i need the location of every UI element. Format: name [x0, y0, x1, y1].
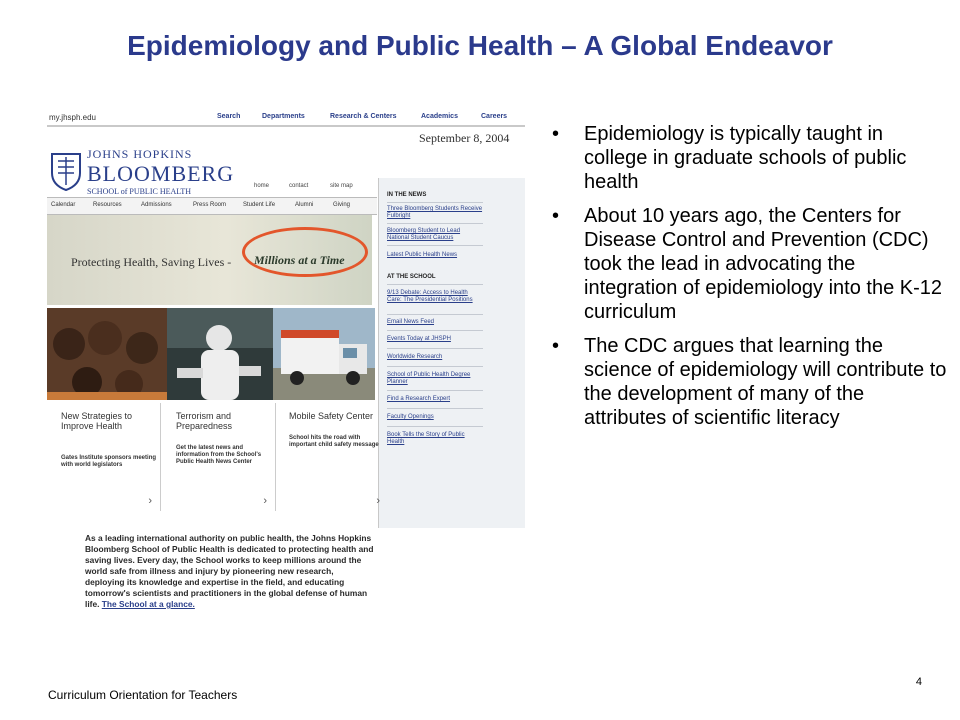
banner-tagline: Protecting Health, Saving Lives - — [71, 255, 232, 269]
sidebar-school-link-4[interactable]: Worldwide Research — [387, 354, 443, 360]
menu-giving[interactable]: Giving — [333, 202, 351, 208]
banner-tagline-emphasis: Millions at a Time — [254, 253, 345, 267]
sidebar-separator — [387, 408, 483, 409]
sidebar-separator — [387, 348, 483, 349]
menu-alumni[interactable]: Alumni — [295, 202, 314, 208]
sidebar-separator — [387, 314, 483, 315]
feature-title-3: Mobile Safety Center — [289, 411, 374, 421]
sidebar-school-link-2[interactable]: Email News Feed — [387, 319, 435, 325]
sidebar-school-heading: AT THE SCHOOL — [387, 274, 436, 280]
site-home-link[interactable]: home — [254, 183, 270, 189]
site-nav-careers[interactable]: Careers — [481, 113, 508, 120]
site-sidebar — [378, 178, 525, 528]
bullet-item: • The CDC argues that learning the science of epidemiology will contribute to the development of many of the attributes of scientific literacy — [548, 334, 948, 430]
logo-line-3: SCHOOL of PUBLIC HEALTH — [87, 187, 192, 196]
sidebar-school-link-1[interactable]: 9/13 Debate: Access to Health Care: The Presidential Positions — [387, 290, 473, 303]
sidebar-separator — [387, 284, 483, 285]
children-photo — [47, 308, 167, 400]
site-nav-research[interactable]: Research & Centers — [330, 113, 397, 120]
menu-press-room[interactable]: Press Room — [193, 202, 227, 208]
sidebar-separator — [387, 330, 483, 331]
bullet-list — [548, 122, 948, 440]
sidebar-separator — [387, 223, 483, 224]
school-at-a-glance-link[interactable]: The School at a glance. — [101, 599, 195, 609]
slide-footer: Curriculum Orientation for Teachers — [48, 688, 238, 702]
sidebar-separator — [387, 366, 483, 367]
site-sitemap-link[interactable]: site map — [330, 183, 353, 189]
chevron-right-icon[interactable]: › — [148, 495, 152, 507]
site-intro-text: As a leading international authority on public health, the Johns Hopkins Bloomberg School of Public Health is dedicated to protecting health and saving lives. Every day, the School works to keep millions around the world safe from illness and injury by pioneering new research, deploying its knowledge and expertise in the field, and educating tomorrow's scientists and practitioners in the global defense of human life. — [85, 533, 374, 609]
chevron-right-icon[interactable]: › — [263, 495, 267, 507]
feature-column-1[interactable] — [55, 403, 161, 511]
sidebar-news-link-2[interactable]: Bloomberg Student to Lead National Student Caucus — [387, 228, 461, 241]
site-menu — [47, 197, 377, 215]
site-photo-strip — [47, 308, 375, 400]
feature-text-3: School hits the road with important child safety message — [289, 435, 379, 448]
site-url: my.jhsph.edu — [49, 113, 96, 122]
university-seal-icon — [49, 151, 83, 191]
logo-line-2: BLOOMBERG — [87, 161, 235, 186]
sidebar-separator — [387, 426, 483, 427]
site-topbar — [47, 111, 525, 125]
highlight-circle — [242, 227, 368, 277]
sidebar-separator — [387, 245, 483, 246]
menu-student-life[interactable]: Student Life — [243, 202, 276, 208]
sidebar-news-heading: IN THE NEWS — [387, 192, 427, 198]
sidebar-school-link-3[interactable]: Events Today at JHSPH — [387, 336, 451, 342]
site-nav-departments[interactable]: Departments — [262, 113, 305, 120]
feature-title-2: Terrorism and Preparedness — [176, 411, 233, 431]
sidebar-school-link-8[interactable]: Book Tells the Story of Public Health — [387, 432, 465, 445]
feature-title-1: New Strategies to Improve Health — [61, 411, 133, 431]
feature-text-1: Gates Institute sponsors meeting with world legislators — [61, 455, 157, 468]
hazmat-worker-photo — [167, 308, 273, 400]
site-date: September 8, 2004 — [419, 131, 510, 145]
feature-text-2: Get the latest news and information from the School's Public Health News Center — [176, 445, 262, 465]
logo-line-1: JOHNS HOPKINS — [87, 147, 193, 161]
website-screenshot — [47, 103, 525, 643]
site-nav-search[interactable]: Search — [217, 113, 241, 120]
mobile-safety-truck-photo — [273, 308, 375, 400]
feature-column-2[interactable] — [170, 403, 276, 511]
sidebar-school-link-7[interactable]: Faculty Openings — [387, 414, 434, 420]
sidebar-separator — [387, 390, 483, 391]
feature-column-3[interactable] — [283, 403, 388, 511]
menu-calendar[interactable]: Calendar — [51, 202, 76, 208]
site-nav-academics[interactable]: Academics — [421, 113, 458, 120]
chevron-right-icon[interactable]: › — [376, 495, 380, 507]
slide-title: Epidemiology and Public Health – A Global Endeavor — [127, 30, 833, 61]
menu-resources[interactable]: Resources — [93, 202, 122, 208]
page-number: 4 — [915, 676, 922, 688]
sidebar-news-link-3[interactable]: Latest Public Health News — [387, 252, 458, 258]
site-top-rule — [47, 125, 525, 127]
menu-admissions[interactable]: Admissions — [141, 202, 172, 208]
sidebar-school-link-6[interactable]: Find a Research Expert — [387, 396, 451, 402]
sidebar-news-link-1[interactable]: Three Bloomberg Students Receive Fulbright — [387, 206, 483, 219]
bullet-item: • About 10 years ago, the Centers for Disease Control and Prevention (CDC) took the lead in advocating the integration of epidemiology into the K-12 curriculum — [548, 204, 948, 324]
sidebar-school-link-5[interactable]: School of Public Health Degree Planner — [387, 372, 471, 385]
site-contact-link[interactable]: contact — [289, 183, 309, 189]
site-intro-paragraph — [85, 533, 375, 610]
sidebar-separator — [387, 202, 483, 203]
bullet-item: • Epidemiology is typically taught in college in graduate schools of public health — [548, 122, 948, 194]
